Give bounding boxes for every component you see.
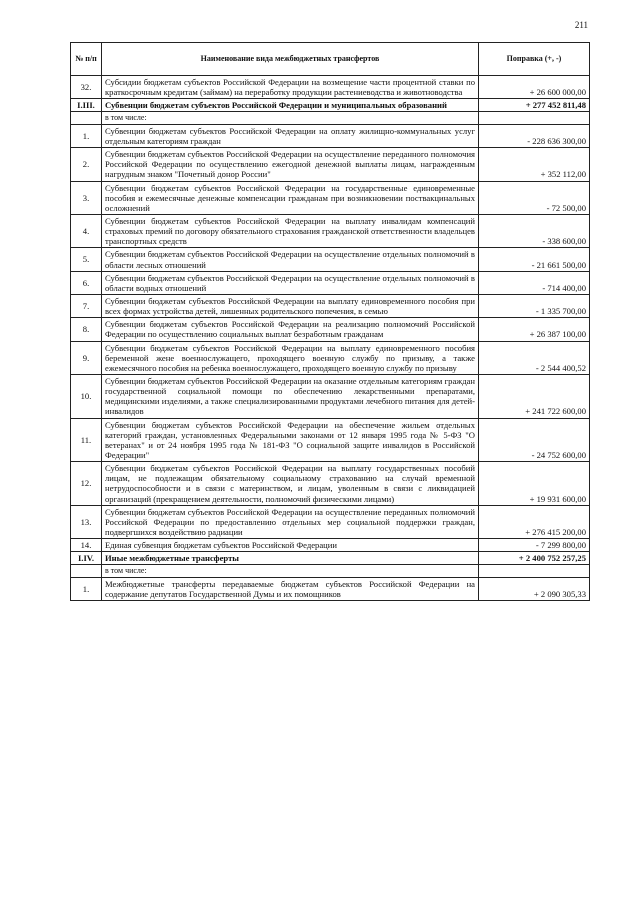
row-number: 10. (71, 374, 102, 418)
row-number: 7. (71, 294, 102, 317)
table-row (71, 462, 590, 506)
row-amount: + 26 600 000,00 (479, 76, 590, 99)
row-description: Субвенции бюджетам субъектов Российской Федерации на выплату единовременного пособия при всех формах устройства детей, лишенных родительского попечения, в семью (102, 294, 479, 317)
row-number: I.III. (71, 99, 102, 112)
table-row (71, 577, 590, 600)
row-description: Субвенции бюджетам субъектов Российской Федерации на осуществление переданного полномочия Российской Федерации по осуществлению ежегодной денежной выплаты лицам, награжденным нагрудным знаком "Почетный донор России" (102, 148, 479, 181)
row-description: Субвенции бюджетам субъектов Российской Федерации на государственные единовременные пособия и ежемесячные денежные компенсации гражданам при возникновении поствакцинальных осложнений (102, 181, 479, 214)
table-row (71, 418, 590, 462)
header-num: № п/п (71, 43, 102, 76)
row-number (71, 565, 102, 577)
row-number: 2. (71, 148, 102, 181)
row-number: 3. (71, 181, 102, 214)
row-amount: + 19 931 600,00 (479, 462, 590, 506)
row-amount: - 7 299 800,00 (479, 539, 590, 552)
table-row (71, 148, 590, 181)
header-name: Наименование вида межбюджетных трансфертов (102, 43, 479, 76)
row-description: Субвенции бюджетам субъектов Российской Федерации на оказание отдельным категориям граждан государственной социальной помощи по обеспечению лекарственными препаратами, медицинскими изделиями, а также специализированными продуктами лечебного питания для детей-инвалидов (102, 374, 479, 418)
table-row (71, 112, 590, 124)
table-row (71, 271, 590, 294)
table-row (71, 214, 590, 247)
row-description: Субвенции бюджетам субъектов Российской Федерации на оплату жилищно-коммунальных услуг отдельным категориям граждан (102, 124, 479, 147)
row-amount: + 277 452 811,48 (479, 99, 590, 112)
table-body (71, 76, 590, 601)
table-row (71, 181, 590, 214)
row-description: в том числе: (102, 565, 479, 577)
row-number (71, 112, 102, 124)
row-description: Субвенции бюджетам субъектов Российской Федерации на выплату государственных пособий лицам, не подлежащим обязательному социальному страхованию на случай временной нетрудоспособности и в связи с материнством, и лицам, уволенным в связи с ликвидацией организаций (прекращением деятельности, полномочий физическими лицами) (102, 462, 479, 506)
table-row (71, 552, 590, 565)
row-amount: - 1 335 700,00 (479, 294, 590, 317)
table-row (71, 341, 590, 374)
row-amount: - 714 400,00 (479, 271, 590, 294)
table-row (71, 294, 590, 317)
row-number: 14. (71, 539, 102, 552)
row-number: 32. (71, 76, 102, 99)
table-row (71, 374, 590, 418)
table-row (71, 99, 590, 112)
row-number: I.IV. (71, 552, 102, 565)
table-row (71, 124, 590, 147)
row-description: Субвенции бюджетам субъектов Российской Федерации на выплату единовременного пособия беременной жене военнослужащего, проходящего военную службу по призыву, а также ежемесячного пособия на ребенка военнослужащего, проходящего военную службу по призыву (102, 341, 479, 374)
row-amount: + 2 400 752 257,25 (479, 552, 590, 565)
row-amount: + 26 387 100,00 (479, 318, 590, 341)
row-number: 9. (71, 341, 102, 374)
row-number: 6. (71, 271, 102, 294)
page-number: 211 (574, 20, 588, 30)
row-amount (479, 565, 590, 577)
table-row (71, 76, 590, 99)
row-description: Межбюджетные трансферты передаваемые бюджетам субъектов Российской Федерации на содержание депутатов Государственной Думы и их помощников (102, 577, 479, 600)
row-amount: - 228 636 300,00 (479, 124, 590, 147)
row-description: Субвенции бюджетам субъектов Российской Федерации на осуществление переданных полномочий Российской Федерации по предоставлению отдельных мер социальной поддержки граждан, подвергшихся воздействию радиации (102, 505, 479, 538)
row-number: 1. (71, 124, 102, 147)
row-description: Субвенции бюджетам субъектов Российской Федерации на осуществление отдельных полномочий в области водных отношений (102, 271, 479, 294)
row-amount: + 276 415 200,00 (479, 505, 590, 538)
header-amount: Поправка (+, -) (479, 43, 590, 76)
row-amount (479, 112, 590, 124)
row-amount: - 24 752 600,00 (479, 418, 590, 462)
transfers-table (70, 42, 590, 601)
row-number: 13. (71, 505, 102, 538)
row-number: 12. (71, 462, 102, 506)
row-description: Субвенции бюджетам субъектов Российской Федерации на осуществление отдельных полномочий в области лесных отношений (102, 248, 479, 271)
table-header-row (71, 43, 590, 76)
row-description: Иные межбюджетные трансферты (102, 552, 479, 565)
table-row (71, 565, 590, 577)
row-description: Субвенции бюджетам субъектов Российской Федерации и муниципальных образований (102, 99, 479, 112)
row-number: 8. (71, 318, 102, 341)
row-number: 5. (71, 248, 102, 271)
row-amount: - 21 661 500,00 (479, 248, 590, 271)
row-number: 4. (71, 214, 102, 247)
row-description: Субвенции бюджетам субъектов Российской Федерации на выплату инвалидам компенсаций страховых премий по договору обязательного страхования гражданской ответственности владельцев транспортных средств (102, 214, 479, 247)
table-row (71, 248, 590, 271)
row-amount: - 2 544 400,52 (479, 341, 590, 374)
row-amount: + 241 722 600,00 (479, 374, 590, 418)
row-description: Субсидии бюджетам субъектов Российской Федерации на возмещение части процентной ставки по краткосрочным кредитам (займам) на переработку продукции растениеводства и животноводства (102, 76, 479, 99)
row-amount: + 2 090 305,33 (479, 577, 590, 600)
row-amount: + 352 112,00 (479, 148, 590, 181)
row-number: 1. (71, 577, 102, 600)
row-description: Единая субвенция бюджетам субъектов Российской Федерации (102, 539, 479, 552)
row-description: Субвенции бюджетам субъектов Российской Федерации на обеспечение жильем отдельных категорий граждан, установленных Федеральными законами от 12 января 1995 года № 5-ФЗ "О ветеранах" и от 24 ноября 1995 года № 181-ФЗ "О социальной защите инвалидов в Российской Федерации" (102, 418, 479, 462)
table-row (71, 539, 590, 552)
table-row (71, 318, 590, 341)
row-description: Субвенции бюджетам субъектов Российской Федерации на реализацию полномочий Российской Федерации по осуществлению социальных выплат безработным гражданам (102, 318, 479, 341)
row-number: 11. (71, 418, 102, 462)
row-amount: - 338 600,00 (479, 214, 590, 247)
row-amount: - 72 500,00 (479, 181, 590, 214)
row-description: в том числе: (102, 112, 479, 124)
table-row (71, 505, 590, 538)
